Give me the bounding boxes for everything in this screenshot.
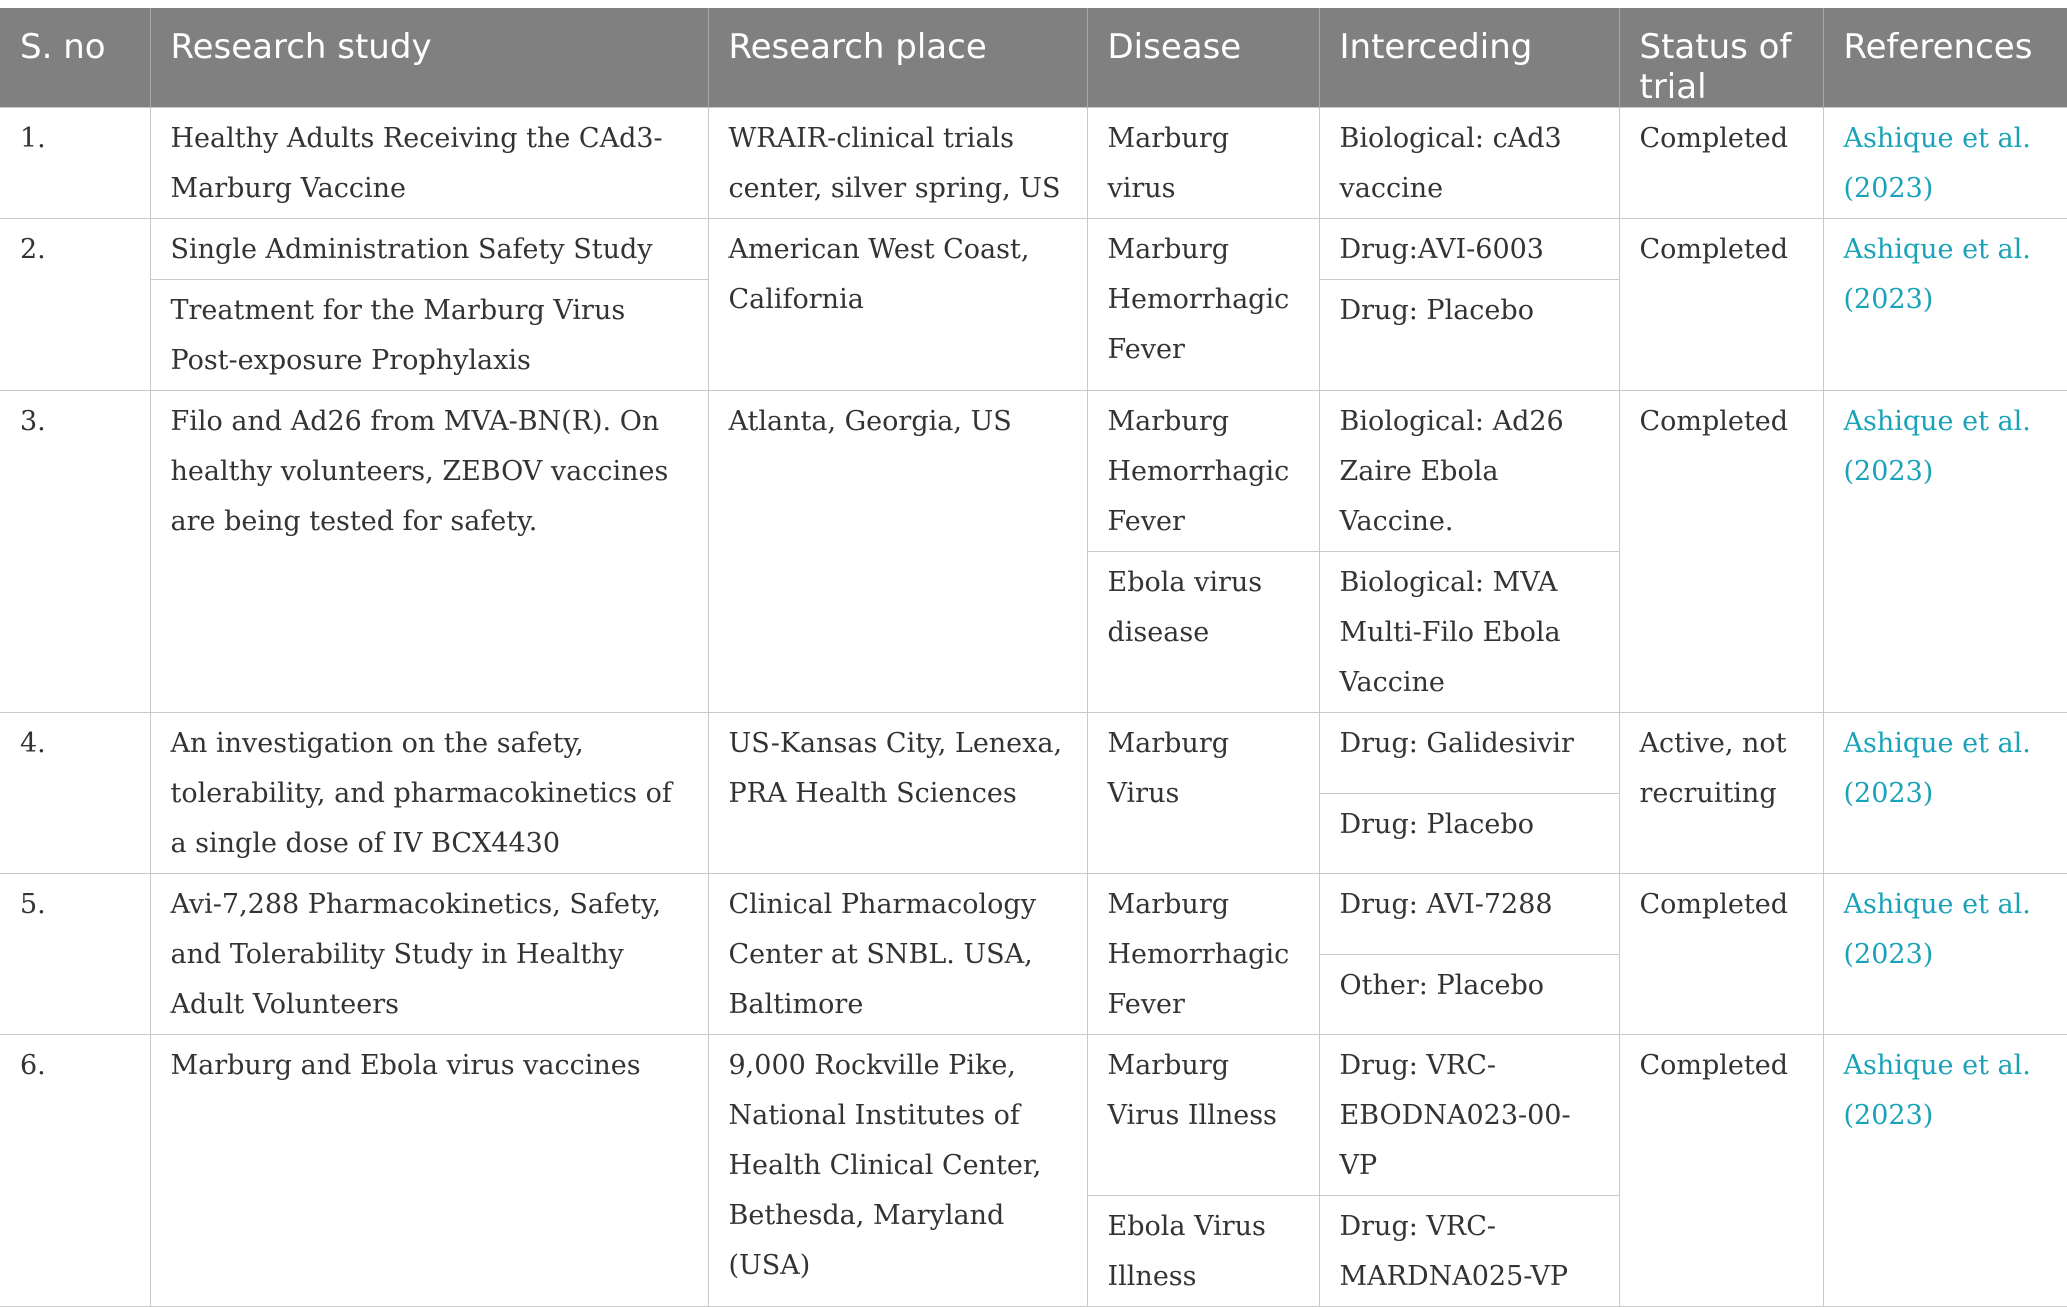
status-cell: Completed	[1619, 219, 1823, 391]
research-place-cell: 9,000 Rockville Pike, National Institutes of Health Clinical Center, Bethesda, Maryland (USA)	[708, 1035, 1087, 1307]
sno-cell: 4.	[0, 713, 150, 874]
research-place-cell: WRAIR-clinical trials center, silver spring, US	[708, 108, 1087, 219]
disease-cell: Marburg virus	[1087, 108, 1319, 219]
status-cell: Completed	[1619, 391, 1823, 713]
sno-cell: 1.	[0, 108, 150, 219]
research-place-cell: Clinical Pharmacology Center at SNBL. USA, Baltimore	[708, 874, 1087, 1035]
status-cell: Active, not recruiting	[1619, 713, 1823, 874]
column-header-status: Status of trial	[1619, 8, 1823, 108]
table-row	[0, 874, 2067, 955]
reference-link[interactable]: Ashique et al. (2023)	[1823, 713, 2067, 874]
column-header-research-study: Research study	[150, 8, 708, 108]
research-study-cell: Treatment for the Marburg Virus Post-exposure Prophylaxis	[150, 280, 708, 391]
research-study-cell: Single Administration Safety Study	[150, 219, 708, 280]
disease-cell: Marburg Hemorrhagic Fever	[1087, 219, 1319, 391]
interceding-cell: Drug: AVI-7288	[1319, 874, 1619, 955]
status-cell: Completed	[1619, 874, 1823, 1035]
table-row	[0, 713, 2067, 794]
clinical-trials-table	[0, 8, 2067, 1307]
research-study-cell: Marburg and Ebola virus vaccines	[150, 1035, 708, 1307]
column-header-disease: Disease	[1087, 8, 1319, 108]
column-header-references: References	[1823, 8, 2067, 108]
interceding-cell: Other: Placebo	[1319, 954, 1619, 1035]
research-place-cell: American West Coast, California	[708, 219, 1087, 391]
disease-cell: Ebola Virus Illness	[1087, 1196, 1319, 1307]
sno-cell: 6.	[0, 1035, 150, 1307]
interceding-cell: Biological: Ad26 Zaire Ebola Vaccine.	[1319, 391, 1619, 552]
interceding-cell: Drug: Galidesivir	[1319, 713, 1619, 794]
sno-cell: 3.	[0, 391, 150, 713]
sno-cell: 5.	[0, 874, 150, 1035]
research-study-cell: Healthy Adults Receiving the CAd3-Marburg Vaccine	[150, 108, 708, 219]
table-row	[0, 108, 2067, 219]
interceding-cell: Drug: VRC-MARDNA025-VP	[1319, 1196, 1619, 1307]
research-study-cell: Filo and Ad26 from MVA-BN(R). On healthy volunteers, ZEBOV vaccines are being tested for safety.	[150, 391, 708, 713]
interceding-cell: Biological: MVA Multi-Filo Ebola Vaccine	[1319, 552, 1619, 713]
research-study-cell: Avi-7,288 Pharmacokinetics, Safety, and Tolerability Study in Healthy Adult Volunteers	[150, 874, 708, 1035]
sno-cell: 2.	[0, 219, 150, 391]
interceding-cell: Drug:AVI-6003	[1319, 219, 1619, 280]
table-body	[0, 108, 2067, 1307]
column-header-research-place: Research place	[708, 8, 1087, 108]
disease-cell: Ebola virus disease	[1087, 552, 1319, 713]
disease-cell: Marburg Hemorrhagic Fever	[1087, 874, 1319, 1035]
interceding-cell: Drug: Placebo	[1319, 793, 1619, 874]
reference-link[interactable]: Ashique et al. (2023)	[1823, 219, 2067, 391]
table-row	[0, 219, 2067, 280]
header-row	[0, 8, 2067, 108]
reference-link[interactable]: Ashique et al. (2023)	[1823, 391, 2067, 713]
interceding-cell: Drug: Placebo	[1319, 280, 1619, 391]
disease-cell: Marburg Virus	[1087, 713, 1319, 874]
disease-cell: Marburg Hemorrhagic Fever	[1087, 391, 1319, 552]
table-header	[0, 8, 2067, 108]
column-header-interceding: Interceding	[1319, 8, 1619, 108]
research-study-cell: An investigation on the safety, tolerability, and pharmacokinetics of a single dose of IV BCX4430	[150, 713, 708, 874]
reference-link[interactable]: Ashique et al. (2023)	[1823, 874, 2067, 1035]
reference-link[interactable]: Ashique et al. (2023)	[1823, 1035, 2067, 1307]
column-header-sno: S. no	[0, 8, 150, 108]
table-row	[0, 1035, 2067, 1196]
status-cell: Completed	[1619, 1035, 1823, 1307]
research-place-cell: Atlanta, Georgia, US	[708, 391, 1087, 713]
interceding-cell: Drug: VRC-EBODNA023-00-VP	[1319, 1035, 1619, 1196]
disease-cell: Marburg Virus Illness	[1087, 1035, 1319, 1196]
table-row	[0, 391, 2067, 552]
interceding-cell: Biological: cAd3 vaccine	[1319, 108, 1619, 219]
research-place-cell: US-Kansas City, Lenexa, PRA Health Sciences	[708, 713, 1087, 874]
status-cell: Completed	[1619, 108, 1823, 219]
reference-link[interactable]: Ashique et al. (2023)	[1823, 108, 2067, 219]
